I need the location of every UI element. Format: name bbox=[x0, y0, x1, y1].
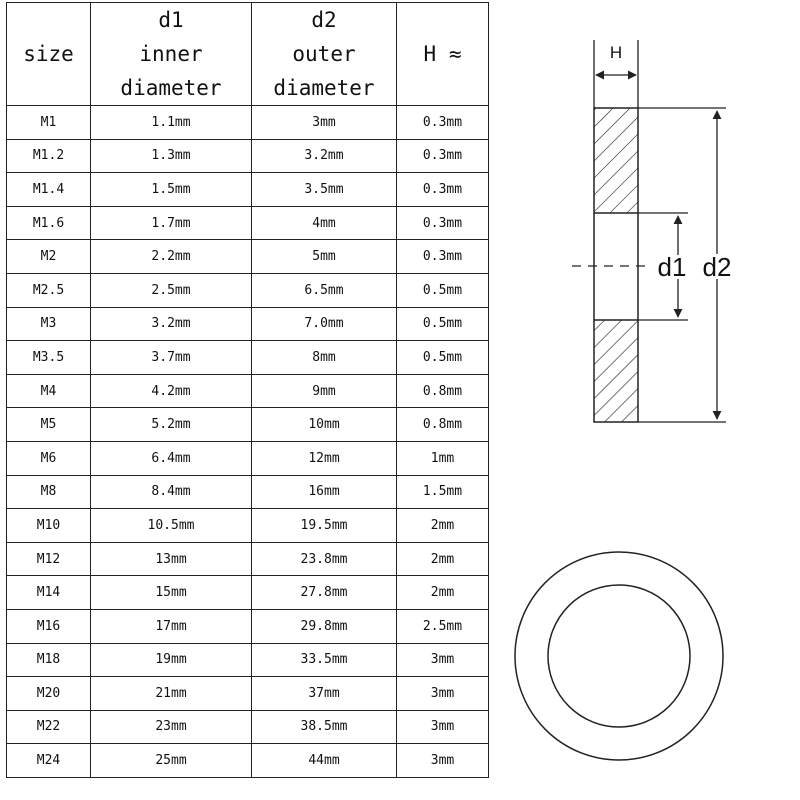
cell-size: M5 bbox=[7, 408, 91, 442]
cell-d1: 5.2mm bbox=[91, 408, 252, 442]
washer-diagram bbox=[500, 0, 800, 800]
header-line: d1 bbox=[158, 8, 184, 32]
table-row bbox=[7, 710, 489, 744]
cell-size: M1 bbox=[7, 106, 91, 140]
section-bottom-hatched bbox=[594, 320, 638, 422]
cell-d2: 19.5mm bbox=[252, 509, 397, 543]
cell-h: 0.3mm bbox=[397, 106, 489, 140]
cell-h: 3mm bbox=[397, 643, 489, 677]
cell-size: M1.4 bbox=[7, 173, 91, 207]
cell-h: 0.3mm bbox=[397, 173, 489, 207]
d1-label: d1 bbox=[657, 252, 687, 282]
cell-d2: 29.8mm bbox=[252, 609, 397, 643]
table-row bbox=[7, 609, 489, 643]
cell-size: M1.2 bbox=[7, 139, 91, 173]
cell-h: 0.5mm bbox=[397, 341, 489, 375]
table-row bbox=[7, 106, 489, 140]
cell-size: M3.5 bbox=[7, 341, 91, 375]
cell-size: M2 bbox=[7, 240, 91, 274]
table-row bbox=[7, 206, 489, 240]
cell-h: 0.5mm bbox=[397, 307, 489, 341]
cell-d2: 9mm bbox=[252, 374, 397, 408]
cell-size: M22 bbox=[7, 710, 91, 744]
table-row bbox=[7, 677, 489, 711]
cell-d1: 15mm bbox=[91, 576, 252, 610]
table-body bbox=[7, 106, 489, 778]
header-line: diameter bbox=[273, 76, 375, 100]
header-d2 bbox=[252, 3, 397, 106]
cell-d1: 3.2mm bbox=[91, 307, 252, 341]
cell-h: 0.3mm bbox=[397, 240, 489, 274]
header-line: H ≈ bbox=[423, 42, 462, 66]
cell-d1: 1.5mm bbox=[91, 173, 252, 207]
table-row bbox=[7, 341, 489, 375]
cell-d2: 3.5mm bbox=[252, 173, 397, 207]
cell-d2: 16mm bbox=[252, 475, 397, 509]
table-row bbox=[7, 475, 489, 509]
table-row bbox=[7, 441, 489, 475]
table-row bbox=[7, 744, 489, 778]
cell-d2: 10mm bbox=[252, 408, 397, 442]
cell-d1: 2.2mm bbox=[91, 240, 252, 274]
cell-size: M4 bbox=[7, 374, 91, 408]
header-d1 bbox=[91, 3, 252, 106]
cell-h: 1.5mm bbox=[397, 475, 489, 509]
section-top-hatched bbox=[594, 108, 638, 213]
table-row bbox=[7, 576, 489, 610]
cell-h: 3mm bbox=[397, 710, 489, 744]
cell-d2: 4mm bbox=[252, 206, 397, 240]
cell-d1: 1.3mm bbox=[91, 139, 252, 173]
cell-d1: 25mm bbox=[91, 744, 252, 778]
cell-d2: 7.0mm bbox=[252, 307, 397, 341]
h-dimension bbox=[594, 40, 638, 108]
table-row bbox=[7, 273, 489, 307]
header-line: outer bbox=[292, 42, 356, 66]
cell-d1: 19mm bbox=[91, 643, 252, 677]
cell-d1: 1.7mm bbox=[91, 206, 252, 240]
cell-d2: 27.8mm bbox=[252, 576, 397, 610]
d1-dimension bbox=[638, 213, 688, 320]
table-row bbox=[7, 240, 489, 274]
cell-d2: 5mm bbox=[252, 240, 397, 274]
header-line: size bbox=[23, 42, 74, 66]
cell-h: 0.5mm bbox=[397, 273, 489, 307]
cell-d1: 2.5mm bbox=[91, 273, 252, 307]
cell-size: M3 bbox=[7, 307, 91, 341]
cell-d2: 3.2mm bbox=[252, 139, 397, 173]
cell-size: M8 bbox=[7, 475, 91, 509]
washer-size-table bbox=[6, 2, 489, 778]
header-h bbox=[397, 3, 489, 106]
table-row bbox=[7, 643, 489, 677]
header-row bbox=[7, 3, 489, 106]
header-line: inner bbox=[139, 42, 203, 66]
washer-cross-section bbox=[572, 108, 648, 422]
cell-size: M24 bbox=[7, 744, 91, 778]
cell-d1: 6.4mm bbox=[91, 441, 252, 475]
table-row bbox=[7, 374, 489, 408]
cell-size: M1.6 bbox=[7, 206, 91, 240]
cell-d2: 37mm bbox=[252, 677, 397, 711]
cell-d1: 1.1mm bbox=[91, 106, 252, 140]
cell-d2: 3mm bbox=[252, 106, 397, 140]
cell-d2: 44mm bbox=[252, 744, 397, 778]
cell-d1: 10.5mm bbox=[91, 509, 252, 543]
cell-size: M16 bbox=[7, 609, 91, 643]
table-row bbox=[7, 542, 489, 576]
table-row bbox=[7, 139, 489, 173]
cell-h: 2mm bbox=[397, 576, 489, 610]
header-line: diameter bbox=[120, 76, 222, 100]
outer-circle bbox=[515, 552, 723, 760]
cell-d2: 12mm bbox=[252, 441, 397, 475]
cell-h: 2mm bbox=[397, 509, 489, 543]
cell-size: M12 bbox=[7, 542, 91, 576]
cell-d1: 3.7mm bbox=[91, 341, 252, 375]
washer-front-view bbox=[515, 552, 723, 760]
cell-d1: 23mm bbox=[91, 710, 252, 744]
cell-d1: 21mm bbox=[91, 677, 252, 711]
cell-size: M14 bbox=[7, 576, 91, 610]
cell-size: M2.5 bbox=[7, 273, 91, 307]
cell-d2: 8mm bbox=[252, 341, 397, 375]
cell-size: M6 bbox=[7, 441, 91, 475]
h-label: H bbox=[609, 43, 623, 62]
cell-h: 3mm bbox=[397, 677, 489, 711]
cell-h: 0.8mm bbox=[397, 374, 489, 408]
cell-h: 2.5mm bbox=[397, 609, 489, 643]
table-row bbox=[7, 307, 489, 341]
cell-h: 0.3mm bbox=[397, 139, 489, 173]
cell-d1: 13mm bbox=[91, 542, 252, 576]
cell-d1: 8.4mm bbox=[91, 475, 252, 509]
cell-d1: 4.2mm bbox=[91, 374, 252, 408]
table-row bbox=[7, 509, 489, 543]
cell-h: 0.3mm bbox=[397, 206, 489, 240]
cell-d2: 23.8mm bbox=[252, 542, 397, 576]
cell-d1: 17mm bbox=[91, 609, 252, 643]
cell-h: 1mm bbox=[397, 441, 489, 475]
cell-size: M18 bbox=[7, 643, 91, 677]
d2-label: d2 bbox=[702, 252, 732, 282]
table-row bbox=[7, 408, 489, 442]
cell-h: 0.8mm bbox=[397, 408, 489, 442]
cell-h: 2mm bbox=[397, 542, 489, 576]
cell-size: M10 bbox=[7, 509, 91, 543]
header-line: d2 bbox=[311, 8, 337, 32]
header-size bbox=[7, 3, 91, 106]
cell-d2: 6.5mm bbox=[252, 273, 397, 307]
cell-h: 3mm bbox=[397, 744, 489, 778]
cell-d2: 33.5mm bbox=[252, 643, 397, 677]
cell-size: M20 bbox=[7, 677, 91, 711]
cell-d2: 38.5mm bbox=[252, 710, 397, 744]
table-row bbox=[7, 173, 489, 207]
inner-circle bbox=[548, 585, 690, 727]
